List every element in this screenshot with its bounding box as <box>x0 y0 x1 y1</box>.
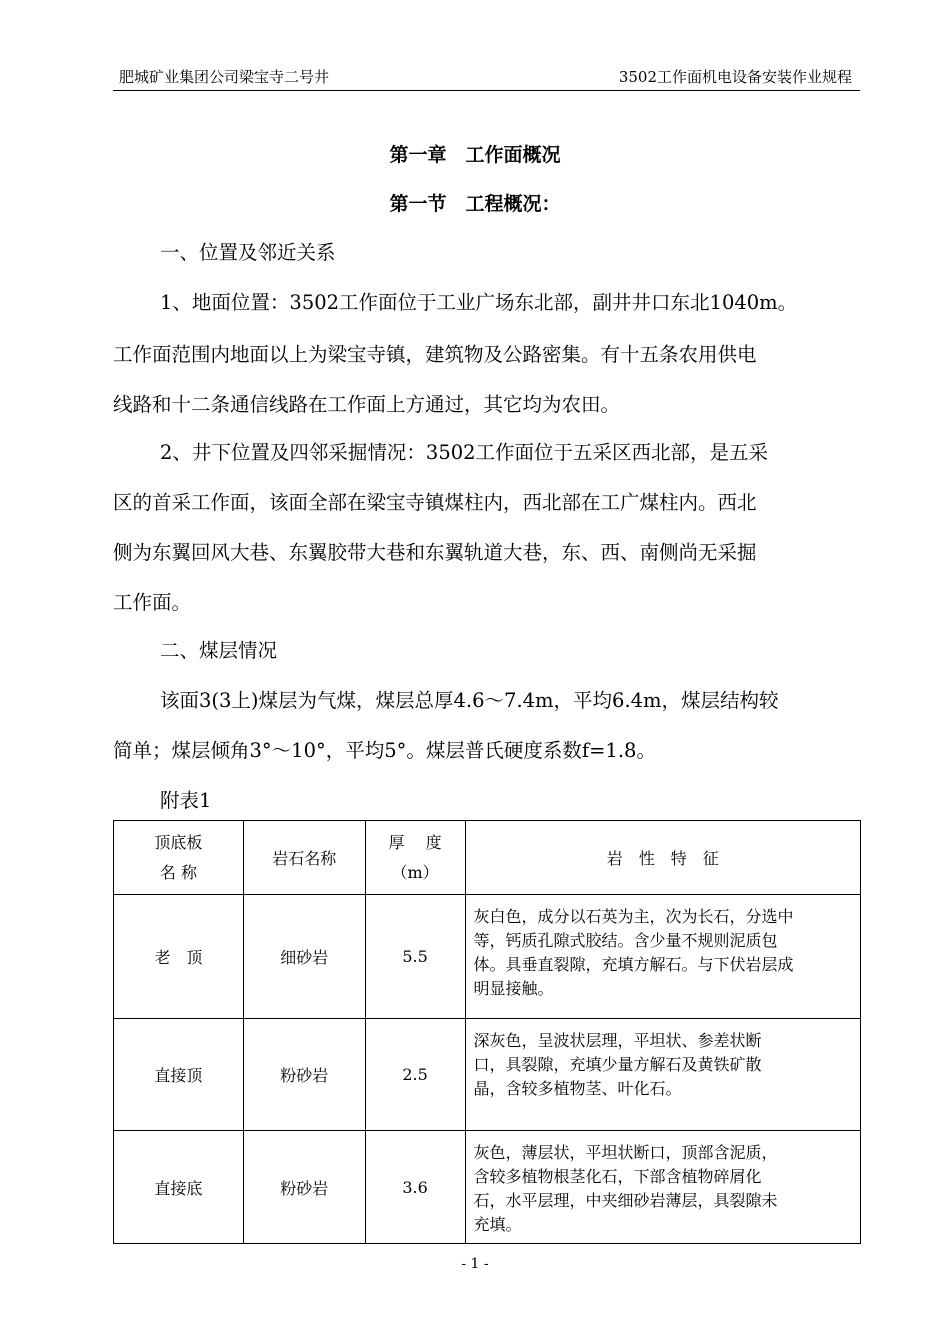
table-row <box>114 895 861 1019</box>
paragraph-line: 工作面范围内地面以上为梁宝寺镇，建筑物及公路密集。有十五条农用供电 <box>113 343 757 366</box>
table-row <box>114 1131 861 1244</box>
cell-roof-floor: 直接底 <box>114 1131 244 1244</box>
header-lithology: 岩 性 特 征 <box>465 821 860 895</box>
paragraph-line: 2、井下位置及四邻采掘情况：3502工作面位于五采区西北部，是五采 <box>160 441 769 464</box>
cell-roof-floor: 老 顶 <box>114 895 244 1019</box>
subsection-title-location: 一、位置及邻近关系 <box>160 241 336 264</box>
cell-rock-name: 粉砂岩 <box>243 1131 365 1244</box>
header-roof-floor: 顶底板 名 称 <box>114 821 244 895</box>
table-header-row <box>114 821 861 895</box>
header-doc-title: 3502工作面机电设备安装作业规程 <box>618 68 852 86</box>
paragraph-line: 简单；煤层倾角3°～10°，平均5°。煤层普氏硬度系数f=1.8。 <box>113 739 656 762</box>
paragraph-line: 线路和十二条通信线路在工作面上方通过，其它均为农田。 <box>113 393 621 416</box>
cell-roof-floor: 直接顶 <box>114 1019 244 1131</box>
header-rock-name: 岩石名称 <box>243 821 365 895</box>
paragraph-line: 该面3(3上)煤层为气煤，煤层总厚4.6～7.4m，平均6.4m，煤层结构较 <box>160 689 779 712</box>
page-header <box>113 66 860 91</box>
cell-thickness: 2.5 <box>365 1019 465 1131</box>
cell-rock-name: 细砂岩 <box>243 895 365 1019</box>
table-row <box>114 1019 861 1131</box>
rock-properties-table <box>113 820 861 1244</box>
cell-lithology: 深灰色，呈波状层理，平坦状、参差状断 口，具裂隙，充填少量方解石及黄铁矿散 晶，含较多植物茎、叶化石。 <box>465 1019 860 1131</box>
paragraph-line: 区的首采工作面，该面全部在梁宝寺镇煤柱内，西北部在工广煤柱内。西北 <box>113 491 757 514</box>
page-number: - 1 - <box>461 1256 489 1272</box>
cell-rock-name: 粉砂岩 <box>243 1019 365 1131</box>
cell-lithology: 灰白色，成分以石英为主，次为长石，分选中 等，钙质孔隙式胶结。含少量不规则泥质包 体。具垂直裂隙，充填方解石。与下伏岩层成 明显接触。 <box>465 895 860 1019</box>
cell-lithology: 灰色，薄层状，平坦状断口，顶部含泥质， 含较多植物根茎化石，下部含植物碎屑化 石，水平层理，中夹细砂岩薄层，具裂隙未 充填。 <box>465 1131 860 1244</box>
subsection-title-coal-seam: 二、煤层情况 <box>160 639 278 662</box>
paragraph-line: 1、地面位置：3502工作面位于工业广场东北部，副井井口东北1040m。 <box>160 291 798 314</box>
section-title: 第一节 工程概况： <box>389 193 561 215</box>
header-thickness: 厚 度 （m） <box>365 821 465 895</box>
paragraph-line: 侧为东翼回风大巷、东翼胶带大巷和东翼轨道大巷，东、西、南侧尚无采掘 <box>113 541 757 564</box>
paragraph-line: 工作面。 <box>113 591 192 614</box>
header-company: 肥城矿业集团公司梁宝寺二号井 <box>119 68 330 86</box>
table-caption: 附表1 <box>160 789 212 812</box>
chapter-title: 第一章 工作面概况 <box>389 144 561 166</box>
cell-thickness: 3.6 <box>365 1131 465 1244</box>
cell-thickness: 5.5 <box>365 895 465 1019</box>
